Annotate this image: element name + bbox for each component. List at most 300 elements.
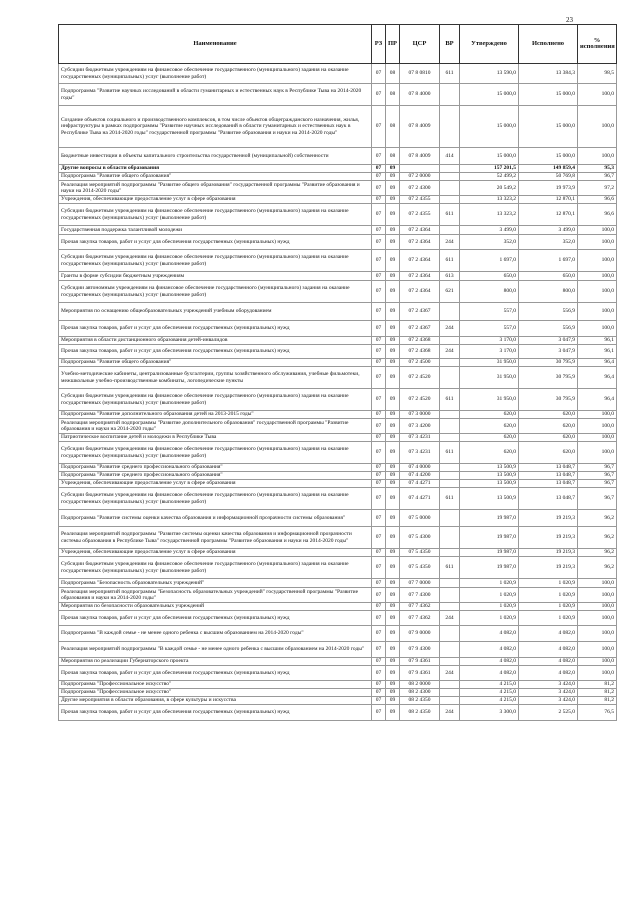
table-row [59, 106, 617, 148]
cell-pr: 09 [386, 697, 400, 705]
cell-executed: 13 048,7 [519, 488, 578, 510]
cell-executed: 620,0 [519, 442, 578, 464]
cell-pr: 09 [386, 557, 400, 579]
cell-approved: 13 500,9 [460, 480, 519, 488]
table-row [59, 557, 617, 579]
table-row [59, 434, 617, 442]
cell-csr: 07 7 0000 [400, 579, 440, 588]
cell-csr: 07 3 4200 [400, 419, 440, 434]
cell-csr: 07 2 4355 [400, 204, 440, 226]
cell-percent: 100,0 [578, 442, 617, 464]
table-row [59, 303, 617, 321]
cell-name: Прочая закупка товаров, работ и услуг для обеспечения государственных (муниципальных) нужд [59, 235, 372, 250]
cell-executed: 13 048,7 [519, 480, 578, 488]
cell-approved: 3 499,0 [460, 226, 519, 235]
cell-rz: 07 [372, 549, 386, 557]
cell-name: Субсидии бюджетным учреждениям на финансовое обеспечение государственного (муниципального) задания на оказание государственных (муниципальных) услуг (выполнение работ) [59, 250, 372, 272]
cell-approved: 557,0 [460, 321, 519, 337]
cell-executed: 19 219,3 [519, 527, 578, 549]
table-row [59, 345, 617, 359]
page-number: 23 [566, 16, 573, 24]
cell-csr: 08 2 0000 [400, 681, 440, 689]
cell-percent: 100,0 [578, 148, 617, 165]
header-vr: ВР [440, 25, 460, 64]
cell-rz: 07 [372, 173, 386, 181]
cell-percent: 100,0 [578, 658, 617, 666]
cell-name: Подпрограмма "Развитие общего образования" [59, 359, 372, 367]
cell-vr [440, 359, 460, 367]
table-row [59, 603, 617, 611]
cell-approved: 13 500,9 [460, 488, 519, 510]
cell-name: Прочая закупка товаров, работ и услуг для обеспечения государственных (муниципальных) нужд [59, 666, 372, 681]
cell-csr: 07 5 4350 [400, 557, 440, 579]
cell-vr: 611 [440, 557, 460, 579]
cell-name: Прочая закупка товаров, работ и услуг для обеспечения государственных (муниципальных) нужд [59, 345, 372, 359]
cell-pr: 09 [386, 367, 400, 389]
cell-pr: 09 [386, 434, 400, 442]
cell-csr: 07 7 4362 [400, 603, 440, 611]
cell-rz: 07 [372, 181, 386, 196]
cell-rz: 07 [372, 345, 386, 359]
cell-csr: 07 9 4361 [400, 658, 440, 666]
cell-approved: 3 170,0 [460, 345, 519, 359]
cell-approved: 4 215,0 [460, 681, 519, 689]
cell-executed: 1 020,9 [519, 579, 578, 588]
cell-pr: 09 [386, 419, 400, 434]
table-row [59, 226, 617, 235]
table-row [59, 697, 617, 705]
cell-rz: 07 [372, 705, 386, 721]
table-row [59, 588, 617, 603]
cell-csr: 07 5 4350 [400, 549, 440, 557]
budget-table [58, 24, 617, 721]
cell-pr: 09 [386, 642, 400, 658]
table-body [59, 64, 617, 721]
cell-pr: 09 [386, 681, 400, 689]
table-row [59, 658, 617, 666]
cell-csr: 07 8 4000 [400, 84, 440, 106]
cell-csr: 07 4 4271 [400, 488, 440, 510]
cell-approved: 31 950,0 [460, 389, 519, 411]
cell-executed: 4 082,0 [519, 666, 578, 681]
cell-vr [440, 658, 460, 666]
cell-approved: 4 082,0 [460, 666, 519, 681]
cell-csr: 07 2 4364 [400, 250, 440, 272]
cell-percent: 96,1 [578, 337, 617, 345]
cell-vr [440, 689, 460, 697]
table-row [59, 337, 617, 345]
cell-percent: 100,0 [578, 434, 617, 442]
cell-rz: 07 [372, 642, 386, 658]
cell-percent: 96,7 [578, 480, 617, 488]
cell-vr [440, 681, 460, 689]
cell-approved: 19 987,0 [460, 557, 519, 579]
cell-percent: 100,0 [578, 642, 617, 658]
cell-pr: 09 [386, 510, 400, 527]
cell-approved: 352,0 [460, 235, 519, 250]
cell-pr: 09 [386, 603, 400, 611]
cell-percent: 100,0 [578, 84, 617, 106]
table-row [59, 367, 617, 389]
cell-rz: 07 [372, 434, 386, 442]
cell-pr: 08 [386, 106, 400, 148]
cell-name: Субсидии бюджетным учреждениям на финансовое обеспечение государственного (муниципального) задания на оказание государственных (муниципальных) услуг (выполнение работ) [59, 488, 372, 510]
cell-vr [440, 603, 460, 611]
cell-executed: 650,0 [519, 272, 578, 281]
cell-executed: 19 973,9 [519, 181, 578, 196]
cell-percent: 96,7 [578, 488, 617, 510]
cell-csr: 08 2 4350 [400, 705, 440, 721]
cell-vr: 244 [440, 345, 460, 359]
cell-pr: 08 [386, 84, 400, 106]
cell-executed: 352,0 [519, 235, 578, 250]
cell-pr: 09 [386, 464, 400, 472]
cell-pr: 09 [386, 272, 400, 281]
table-row [59, 626, 617, 642]
cell-executed: 3 424,0 [519, 697, 578, 705]
cell-csr: 08 2 4300 [400, 689, 440, 697]
cell-percent: 96,4 [578, 359, 617, 367]
cell-executed: 13 384,3 [519, 64, 578, 84]
cell-approved: 15 000,0 [460, 148, 519, 165]
cell-executed: 620,0 [519, 411, 578, 419]
cell-vr: 414 [440, 148, 460, 165]
cell-name: Мероприятия по реализации Губернаторского проекта [59, 658, 372, 666]
cell-percent: 97,2 [578, 181, 617, 196]
cell-pr: 09 [386, 666, 400, 681]
cell-approved: 4 215,0 [460, 697, 519, 705]
cell-vr: 244 [440, 235, 460, 250]
cell-executed: 30 795,9 [519, 389, 578, 411]
cell-pr: 09 [386, 658, 400, 666]
cell-executed: 4 082,0 [519, 642, 578, 658]
cell-pr: 09 [386, 173, 400, 181]
cell-vr [440, 549, 460, 557]
cell-csr: 07 2 4364 [400, 281, 440, 303]
cell-csr: 07 2 4367 [400, 321, 440, 337]
header-name: Наименование [59, 25, 372, 64]
cell-percent: 100,0 [578, 106, 617, 148]
cell-name: Подпрограмма "Профессиональное искусство" [59, 689, 372, 697]
cell-approved: 1 020,9 [460, 579, 519, 588]
cell-approved: 13 590,0 [460, 64, 519, 84]
cell-rz: 07 [372, 464, 386, 472]
cell-pr: 09 [386, 345, 400, 359]
cell-pr: 09 [386, 303, 400, 321]
cell-approved: 620,0 [460, 419, 519, 434]
cell-name: Реализация мероприятий подпрограммы "Развитие системы оценки качества образования и информационной прозрачности системы образования в Республике Тыва" государственной программы "Развитие образования и науки на 2014-2020 годы" [59, 527, 372, 549]
cell-csr: 07 2 4368 [400, 337, 440, 345]
cell-executed: 4 082,0 [519, 658, 578, 666]
cell-csr: 07 8 0810 [400, 64, 440, 84]
cell-vr [440, 697, 460, 705]
cell-executed: 556,9 [519, 303, 578, 321]
table-row [59, 359, 617, 367]
cell-pr: 09 [386, 165, 400, 173]
cell-executed: 149 859,4 [519, 165, 578, 173]
cell-executed: 620,0 [519, 434, 578, 442]
cell-percent: 96,4 [578, 389, 617, 411]
cell-executed: 15 000,0 [519, 106, 578, 148]
cell-vr: 611 [440, 389, 460, 411]
cell-rz: 07 [372, 165, 386, 173]
table-row [59, 442, 617, 464]
cell-name: Учебно-методические кабинеты, централизованные бухгалтерии, группы хозяйственного обслуживания, учебные фильмотеки, межшкольные учебно-производственные комбинаты, логопедические пункты [59, 367, 372, 389]
cell-vr [440, 303, 460, 321]
cell-rz: 07 [372, 419, 386, 434]
cell-vr [440, 196, 460, 204]
cell-name: Подпрограмма "Развитие научных исследований в области гуманитарных и естественных наук в Республике Тыва на 2014-2020 годы" [59, 84, 372, 106]
cell-csr: 07 2 4367 [400, 303, 440, 321]
table-row [59, 250, 617, 272]
table-row [59, 705, 617, 721]
cell-pr: 09 [386, 359, 400, 367]
cell-rz: 07 [372, 442, 386, 464]
cell-percent: 100,0 [578, 411, 617, 419]
cell-approved: 13 500,9 [460, 472, 519, 480]
cell-pr: 09 [386, 480, 400, 488]
cell-name: Учреждения, обеспечивающие предоставление услуг в сфере образования [59, 480, 372, 488]
cell-approved: 52 499,2 [460, 173, 519, 181]
cell-name: Подпрограмма "Развитие среднего профессионального образования" [59, 472, 372, 480]
cell-name: Субсидии бюджетным учреждениям на финансовое обеспечение государственного (муниципального) задания на оказание государственных (муниципальных) услуг (выполнение работ) [59, 557, 372, 579]
cell-vr: 621 [440, 281, 460, 303]
cell-name: Подпрограмма "Развитие среднего профессионального образования" [59, 464, 372, 472]
cell-rz: 07 [372, 272, 386, 281]
cell-pr: 09 [386, 337, 400, 345]
cell-pr: 09 [386, 689, 400, 697]
cell-name: Субсидии бюджетным учреждениям на финансовое обеспечение государственного (муниципального) задания на оказание государственных (муниципальных) услуг (выполнение работ) [59, 442, 372, 464]
table-row [59, 689, 617, 697]
table-row [59, 148, 617, 165]
cell-pr: 09 [386, 181, 400, 196]
cell-percent: 100,0 [578, 281, 617, 303]
cell-vr [440, 419, 460, 434]
table-row [59, 642, 617, 658]
cell-vr [440, 84, 460, 106]
cell-executed: 13 048,7 [519, 464, 578, 472]
cell-approved: 1 697,0 [460, 250, 519, 272]
cell-name: Создание объектов социального и производственного комплексов, в том числе объектов общегражданского назначения, жилья, инфраструктуры в рамках подпрограммы "Развитие научных исследований в области гуманитарных и естественных наук в Республике Тыва на 2014-2020 годы" государственной программы "Развитие образования и науки на 2014-2020 годы" [59, 106, 372, 148]
cell-percent: 81,2 [578, 689, 617, 697]
cell-csr: 07 2 4364 [400, 272, 440, 281]
cell-pr: 09 [386, 281, 400, 303]
table-row [59, 472, 617, 480]
cell-rz: 07 [372, 281, 386, 303]
cell-name: Прочая закупка товаров, работ и услуг для обеспечения государственных (муниципальных) нужд [59, 705, 372, 721]
cell-percent: 100,0 [578, 588, 617, 603]
cell-approved: 1 020,9 [460, 603, 519, 611]
cell-executed: 3 047,9 [519, 337, 578, 345]
cell-executed: 1 697,0 [519, 250, 578, 272]
table-row [59, 321, 617, 337]
cell-approved: 557,0 [460, 303, 519, 321]
cell-pr: 09 [386, 579, 400, 588]
cell-rz: 07 [372, 411, 386, 419]
cell-executed: 556,9 [519, 321, 578, 337]
cell-approved: 31 950,0 [460, 367, 519, 389]
cell-vr [440, 434, 460, 442]
table-row [59, 272, 617, 281]
cell-name: Прочая закупка товаров, работ и услуг для обеспечения государственных (муниципальных) нужд [59, 611, 372, 626]
cell-vr: 611 [440, 204, 460, 226]
cell-rz: 07 [372, 250, 386, 272]
cell-rz: 07 [372, 337, 386, 345]
table-row [59, 464, 617, 472]
cell-csr: 07 2 4364 [400, 226, 440, 235]
cell-vr: 611 [440, 488, 460, 510]
header-rz: РЗ [372, 25, 386, 64]
table-row [59, 281, 617, 303]
cell-rz: 07 [372, 367, 386, 389]
cell-vr [440, 626, 460, 642]
table-row [59, 84, 617, 106]
cell-pr: 09 [386, 321, 400, 337]
cell-rz: 07 [372, 603, 386, 611]
cell-pr: 09 [386, 389, 400, 411]
table-row [59, 527, 617, 549]
cell-name: Подпрограмма "Развитие дополнительного образования детей на 2013-2015 годы" [59, 411, 372, 419]
cell-name: Реализация мероприятий подпрограммы "В каждой семье - не менее одного ребенка с высшим образованием на 2014-2020 годы" [59, 642, 372, 658]
cell-percent: 100,0 [578, 226, 617, 235]
table-row [59, 510, 617, 527]
cell-name: Мероприятия по безопасности образовательных учреждений [59, 603, 372, 611]
cell-pr: 09 [386, 204, 400, 226]
cell-rz: 07 [372, 588, 386, 603]
cell-percent: 100,0 [578, 626, 617, 642]
table-row [59, 411, 617, 419]
cell-name: Субсидии бюджетным учреждениям на финансовое обеспечение государственного (муниципального) задания на оказание государственных (муниципальных) услуг (выполнение работ) [59, 204, 372, 226]
cell-name: Реализация мероприятий подпрограммы "Безопасность образовательных учреждений" государственной программы "Развитие образования и науки на 2014-2020 годы" [59, 588, 372, 603]
cell-vr [440, 226, 460, 235]
cell-vr [440, 367, 460, 389]
cell-executed: 30 795,9 [519, 359, 578, 367]
cell-rz: 07 [372, 204, 386, 226]
cell-vr [440, 464, 460, 472]
cell-rz: 07 [372, 303, 386, 321]
cell-vr: 244 [440, 705, 460, 721]
cell-executed: 19 219,3 [519, 510, 578, 527]
cell-csr: 07 3 0000 [400, 411, 440, 419]
cell-percent: 96,7 [578, 173, 617, 181]
cell-percent: 100,0 [578, 611, 617, 626]
cell-executed: 3 499,0 [519, 226, 578, 235]
cell-csr: 07 9 4300 [400, 642, 440, 658]
cell-pr: 09 [386, 705, 400, 721]
cell-vr: 611 [440, 442, 460, 464]
cell-approved: 13 323,2 [460, 196, 519, 204]
cell-name: Субсидии бюджетным учреждениям на финансовое обеспечение государственного (муниципального) задания на оказание государственных (муниципальных) услуг (выполнение работ) [59, 64, 372, 84]
cell-csr: 07 2 4364 [400, 235, 440, 250]
cell-approved: 620,0 [460, 434, 519, 442]
table-row [59, 579, 617, 588]
cell-name: Гранты в форме субсидии бюджетным учреждениям [59, 272, 372, 281]
cell-pr: 09 [386, 411, 400, 419]
cell-csr: 07 8 4009 [400, 106, 440, 148]
cell-percent: 96,1 [578, 345, 617, 359]
table-row [59, 681, 617, 689]
cell-pr: 08 [386, 148, 400, 165]
cell-rz: 07 [372, 235, 386, 250]
cell-pr: 09 [386, 196, 400, 204]
cell-approved: 3 300,0 [460, 705, 519, 721]
cell-name: Учреждения, обеспечивающие предоставление услуг в сфере образования [59, 196, 372, 204]
cell-percent: 100,0 [578, 235, 617, 250]
cell-percent: 100,0 [578, 603, 617, 611]
cell-rz: 07 [372, 106, 386, 148]
cell-rz: 07 [372, 666, 386, 681]
cell-approved: 13 500,9 [460, 464, 519, 472]
cell-percent: 81,2 [578, 697, 617, 705]
cell-rz: 07 [372, 359, 386, 367]
table-row [59, 480, 617, 488]
cell-csr: 07 2 4300 [400, 181, 440, 196]
cell-rz: 07 [372, 510, 386, 527]
table-row [59, 204, 617, 226]
cell-name: Субсидии бюджетным учреждениям на финансовое обеспечение государственного (муниципального) задания на оказание государственных (муниципальных) услуг (выполнение работ) [59, 389, 372, 411]
cell-csr: 07 2 4355 [400, 196, 440, 204]
cell-rz: 07 [372, 226, 386, 235]
cell-percent: 100,0 [578, 666, 617, 681]
cell-csr: 07 2 4500 [400, 359, 440, 367]
cell-approved: 19 987,0 [460, 549, 519, 557]
cell-approved: 620,0 [460, 442, 519, 464]
cell-executed: 3 424,0 [519, 689, 578, 697]
cell-vr [440, 527, 460, 549]
cell-approved: 650,0 [460, 272, 519, 281]
cell-executed: 19 219,3 [519, 549, 578, 557]
cell-vr: 244 [440, 666, 460, 681]
cell-pr: 09 [386, 235, 400, 250]
cell-name: Мероприятия по оснащению общеобразовательных учреждений учебным оборудованием [59, 303, 372, 321]
cell-percent: 100,0 [578, 272, 617, 281]
cell-approved: 4 082,0 [460, 658, 519, 666]
cell-approved: 20 549,2 [460, 181, 519, 196]
cell-rz: 07 [372, 389, 386, 411]
header-approved: Утверждено [460, 25, 519, 64]
cell-rz: 07 [372, 148, 386, 165]
cell-name: Подпрограмма "Развитие общего образования" [59, 173, 372, 181]
cell-pr: 09 [386, 588, 400, 603]
cell-vr [440, 510, 460, 527]
cell-csr: 08 2 4350 [400, 697, 440, 705]
cell-rz: 07 [372, 689, 386, 697]
cell-vr: 611 [440, 64, 460, 84]
cell-rz: 07 [372, 84, 386, 106]
cell-vr: 613 [440, 272, 460, 281]
cell-pr: 09 [386, 226, 400, 235]
cell-approved: 15 000,0 [460, 84, 519, 106]
header-csr: ЦСР [400, 25, 440, 64]
cell-executed: 4 082,0 [519, 626, 578, 642]
cell-rz: 07 [372, 658, 386, 666]
cell-rz: 07 [372, 697, 386, 705]
cell-percent: 100,0 [578, 579, 617, 588]
cell-executed: 13 048,7 [519, 472, 578, 480]
cell-name: Реализация мероприятий подпрограммы "Развитие дополнительного образования" государственной программы "Развитие образования и науки на 2014-2020 годы" [59, 419, 372, 434]
cell-rz: 07 [372, 626, 386, 642]
cell-name: Подпрограмма "В каждой семье - не менее одного ребенка с высшим образованием на 2014-2020 годы" [59, 626, 372, 642]
table-row [59, 611, 617, 626]
cell-rz: 07 [372, 527, 386, 549]
cell-csr: 07 4 4200 [400, 472, 440, 480]
cell-executed: 2 525,0 [519, 705, 578, 721]
cell-vr [440, 472, 460, 480]
cell-executed: 50 769,8 [519, 173, 578, 181]
cell-rz: 07 [372, 579, 386, 588]
cell-csr: 07 4 4271 [400, 480, 440, 488]
cell-vr [440, 337, 460, 345]
